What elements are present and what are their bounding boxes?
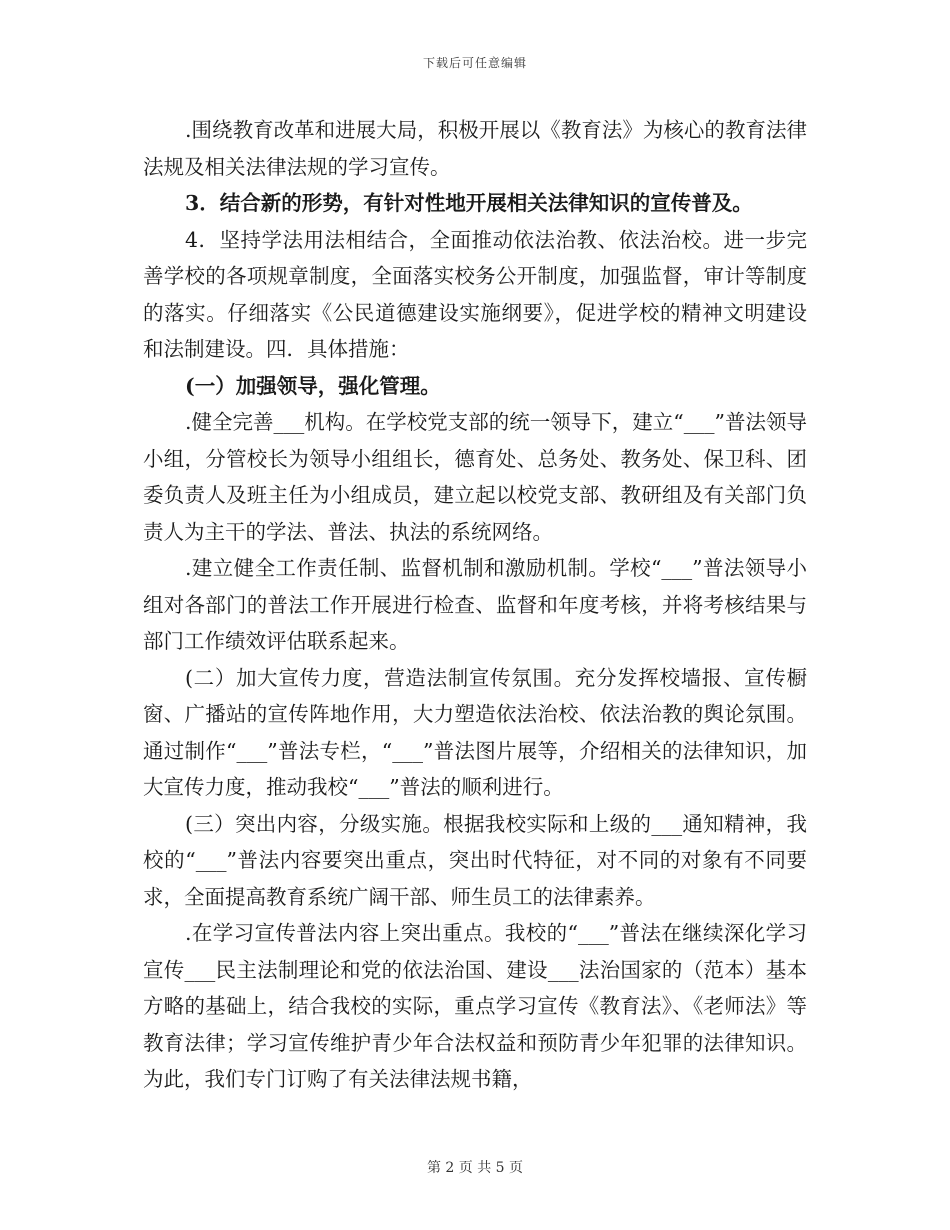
paragraph-8: (三）突出内容，分级实施。根据我校实际和上级的___通知精神，我校的“___”普法内容要突出重点，突出时代特征，对不同的对象有不同要求，全面提高教育系统广阔干部、师生员工的法律素养。 <box>143 811 807 909</box>
page-number: 第 2 页 共 5 页 <box>426 1160 524 1176</box>
paragraph-3: 4．坚持学法用法相结合，全面推动依法治教、依法治校。进一步完善学校的各项规章制度，全面落实校务公开制度，加强监督，审计等制度的落实。仔细落实《公民道德建设实施纲要》，促进学校的精神文明建设和法制建设。四．具体措施： <box>143 227 807 361</box>
paragraph-1: .围绕教育改革和进展大局，积极开展以《教育法》为核心的教育法律法规及相关法律法规的学习宣传。 <box>143 118 807 179</box>
paragraph-2-bold: 3．结合新的形势，有针对性地开展相关法律知识的宣传普及。 <box>185 191 753 215</box>
paragraph-7: (二）加大宣传力度，营造法制宣传氛围。充分发挥校墙报、宣传橱窗、广播站的宣传阵地作用，大力塑造依法治校、依法治教的舆论氛围。通过制作“___”普法专栏，“___”普法图片展等，介绍相关的法律知识，加大宣传力度，推动我校“___”普法的顺利进行。 <box>143 665 807 799</box>
section-heading-1: (一）加强领导，强化管理。 <box>185 373 441 398</box>
document-body <box>143 112 807 1098</box>
page-header: 下载后可任意编辑 <box>422 56 527 70</box>
paragraph-6: .建立健全工作责任制、监督机制和激励机制。学校“___”普法领导小组对各部门的普法工作开展进行检查、监督和年度考核，并将考核结果与部门工作绩效评估联系起来。 <box>143 556 807 653</box>
paragraph-5: .健全完善___机构。在学校党支部的统一领导下，建立“___”普法领导小组，分管校长为领导小组组长，德育处、总务处、教务处、保卫科、团委负责人及班主任为小组成员，建立起以校党支部、教研组及有关部门负责人为主干的学法、普法、执法的系统网络。 <box>143 410 807 544</box>
paragraph-9: .在学习宣传普法内容上突出重点。我校的“___”普法在继续深化学习宣传___民主法制理论和党的依法治国、建设___法治国家的（范本）基本方略的基础上，结合我校的实际，重点学习宣传《教育法》、《老师法》等教育法律；学习宣传维护青少年合法权益和预防青少年犯罪的法律知识。为此，我们专门订购了有关法律法规书籍， <box>143 921 807 1091</box>
